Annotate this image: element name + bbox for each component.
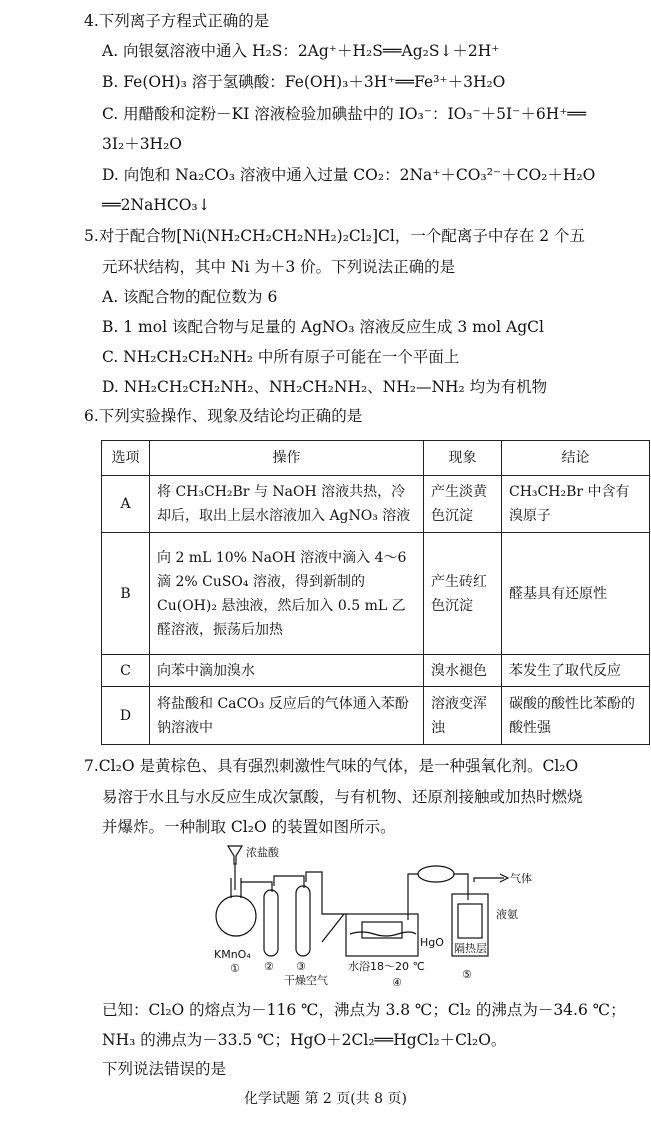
row-operation: 将盐酸和 CaCO₃ 反应后的气体通入苯酚钠溶液中 (150, 687, 424, 745)
label-acid: 浓盐酸 (246, 846, 279, 859)
q5-option-a: A. 该配合物的配位数为 6 (102, 288, 278, 306)
row-phenomenon: 产生砖红色沉淀 (424, 533, 502, 655)
q7-paragraph-line2: 易溶于水且与水反应生成次氯酸，与有机物、还原剂接触或加热时燃烧 (102, 788, 583, 806)
page-footer: 化学试题 第 2 页(共 8 页) (244, 1091, 407, 1107)
row-option: D (102, 687, 150, 745)
label-n5: ⑤ (462, 968, 472, 981)
table-row (102, 476, 650, 533)
table-row (102, 687, 650, 745)
row-option: A (102, 476, 150, 533)
q7-known-line1: 已知：Cl₂O 的熔点为－116 ℃，沸点为 3.8 ℃；Cl₂ 的沸点为－34.6 ℃； (102, 1001, 626, 1019)
apparatus-diagram (212, 842, 651, 992)
label-gas: 气体 (510, 872, 532, 885)
experiment-table (101, 440, 650, 745)
header-option: 选项 (102, 441, 150, 476)
header-phenomenon: 现象 (424, 441, 502, 476)
row-option: B (102, 533, 150, 655)
q4-option-a: A. 向银氨溶液中通入 H₂S：2Ag⁺＋H₂S══Ag₂S↓＋2H⁺ (102, 42, 500, 60)
row-phenomenon: 溶液变浑浊 (424, 687, 502, 745)
row-phenomenon: 产生淡黄色沉淀 (424, 476, 502, 533)
q5-stem-line1: 5.对于配合物[Ni(NH₂CH₂CH₂NH₂)₂Cl₂]Cl，一个配离子中存在 2 个五 (84, 227, 586, 245)
label-n2: ② (264, 960, 274, 973)
q5-stem-line2: 元环状结构，其中 Ni 为＋3 价。下列说法正确的是 (102, 258, 456, 276)
row-conclusion: 碳酸的酸性比苯酚的酸性强 (502, 687, 650, 745)
row-conclusion: CH₃CH₂Br 中含有溴原子 (502, 476, 650, 533)
label-bath: 水浴18～20 ℃ (348, 960, 425, 973)
row-option: C (102, 655, 150, 687)
wash-tube-2-icon (264, 890, 278, 956)
label-ammonia: 液氨 (496, 908, 518, 921)
q4-option-c-line1: C. 用醋酸和淀粉－KI 溶液检验加碘盐中的 IO₃⁻：IO₃⁻＋5I⁻＋6H⁺══ (102, 105, 587, 123)
balloon-icon (418, 866, 454, 882)
label-n3: ③ (296, 960, 306, 973)
q5-option-d: D. NH₂CH₂CH₂NH₂、NH₂CH₂NH₂、NH₂—NH₂ 均为有机物 (102, 378, 548, 396)
table-row (102, 655, 650, 687)
water-bath-icon (346, 914, 418, 956)
flask-icon (216, 896, 256, 936)
label-n4: ④ (392, 976, 402, 989)
q4-option-d-line1: D. 向饱和 Na₂CO₃ 溶液中通入过量 CO₂：2Na⁺＋CO₃²⁻＋CO₂＋H₂O (102, 166, 596, 184)
q5-option-c: C. NH₂CH₂CH₂NH₂ 中所有原子可能在一个平面上 (102, 348, 460, 366)
label-dry-air: 干燥空气 (284, 974, 328, 987)
q7-paragraph-line1: 7.Cl₂O 是黄棕色、具有强烈刺激性气味的气体，是一种强氧化剂。Cl₂O (84, 757, 579, 775)
funnel-icon (228, 846, 242, 864)
row-operation: 向苯中滴加溴水 (150, 655, 424, 687)
label-kmno4: KMnO₄ (214, 948, 251, 961)
q6-stem: 6.下列实验操作、现象及结论均正确的是 (84, 407, 363, 425)
row-conclusion: 醛基具有还原性 (502, 533, 650, 655)
q4-option-c-line2: 3I₂＋3H₂O (102, 135, 182, 153)
table-header-row (102, 441, 650, 476)
header-conclusion: 结论 (502, 441, 650, 476)
wash-tube-3-icon (296, 886, 310, 956)
label-n1: ① (230, 962, 240, 975)
q4-stem: 4.下列离子方程式正确的是 (84, 12, 270, 30)
header-operation: 操作 (150, 441, 424, 476)
q5-option-b: B. 1 mol 该配合物与足量的 AgNO₃ 溶液反应生成 3 mol AgCl (102, 318, 544, 336)
q4-option-b: B. Fe(OH)₃ 溶于氢碘酸：Fe(OH)₃＋3H⁺══Fe³⁺＋3H₂O (102, 73, 506, 91)
table-row (102, 533, 650, 655)
row-operation: 向 2 mL 10% NaOH 溶液中滴入 4～6 滴 2% CuSO₄ 溶液，得到新制的 Cu(OH)₂ 悬浊液，然后加入 0.5 mL 乙醛溶液，振荡后加热 (150, 533, 424, 655)
q7-question: 下列说法错误的是 (102, 1060, 227, 1078)
row-conclusion: 苯发生了取代反应 (502, 655, 650, 687)
label-hgo: HgO (420, 936, 444, 949)
row-phenomenon: 溴水褪色 (424, 655, 502, 687)
q7-paragraph-line3: 并爆炸。一种制取 Cl₂O 的装置如图所示。 (102, 818, 396, 836)
q4-option-d-line2: ══2NaHCO₃↓ (102, 196, 211, 214)
label-insulation: 隔热层 (454, 942, 487, 955)
q7-known-line2: NH₃ 的沸点为－33.5 ℃；HgO＋2Cl₂══HgCl₂＋Cl₂O。 (102, 1031, 507, 1049)
row-operation: 将 CH₃CH₂Br 与 NaOH 溶液共热，冷却后，取出上层水溶液加入 AgNO₃ 溶液 (150, 476, 424, 533)
